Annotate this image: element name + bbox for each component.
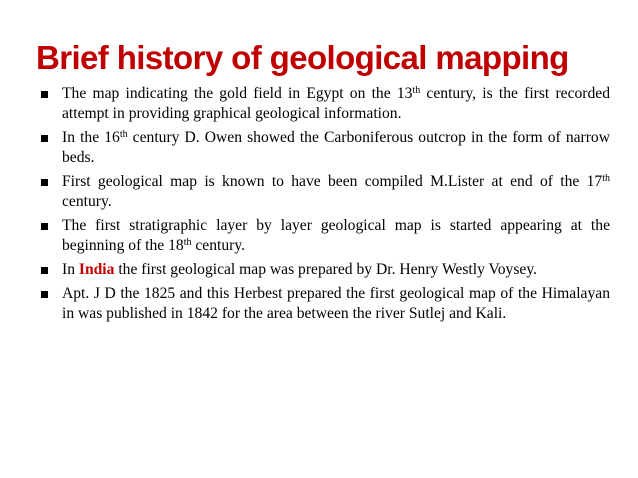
bullet-item-2 <box>38 128 610 168</box>
square-bullet-icon <box>41 291 48 298</box>
superscript: th <box>602 173 610 184</box>
bullet-text: First geological map is known to have been compiled M.Lister at end of the 17 <box>62 173 603 190</box>
bullet-list <box>38 84 610 328</box>
bullet-text: In <box>62 261 79 278</box>
superscript: th <box>183 237 192 248</box>
square-bullet-icon <box>41 179 48 186</box>
bullet-item-1 <box>38 84 610 124</box>
bullet-item-3 <box>38 172 610 212</box>
superscript: th <box>119 129 128 140</box>
bullet-text: century D. Owen showed the Carboniferous outcrop in the form of narrow beds. <box>62 129 610 166</box>
square-bullet-icon <box>41 267 48 274</box>
bullet-text: The first stratigraphic layer by layer geological map is started appearing at the beginning of the 18 <box>62 217 610 254</box>
bullet-text: In the 16 <box>62 129 120 146</box>
slide-title: Brief history of geological mapping <box>36 39 569 76</box>
bullet-text: The map indicating the gold field in Egypt on the 13 <box>62 85 413 102</box>
square-bullet-icon <box>41 91 48 98</box>
bullet-text: the first geological map was prepared by Dr. Henry Westly Voysey. <box>114 261 538 278</box>
bullet-text: Apt. J D the 1825 and this Herbest prepared the first geological map of the Himalayan in was published in 1842 for the area between the river Sutlej and Kali. <box>62 285 610 322</box>
bullet-text: century, is the first recorded attempt in providing graphical geological information. <box>62 85 611 122</box>
superscript: th <box>412 85 421 96</box>
highlighted-word: India <box>78 261 115 278</box>
bullet-item-5 <box>38 260 610 280</box>
bullet-item-6 <box>38 284 610 324</box>
bullet-text: century. <box>191 237 246 254</box>
bullet-item-4 <box>38 216 610 256</box>
square-bullet-icon <box>41 223 48 230</box>
square-bullet-icon <box>41 135 48 142</box>
bullet-text: century. <box>62 193 112 210</box>
